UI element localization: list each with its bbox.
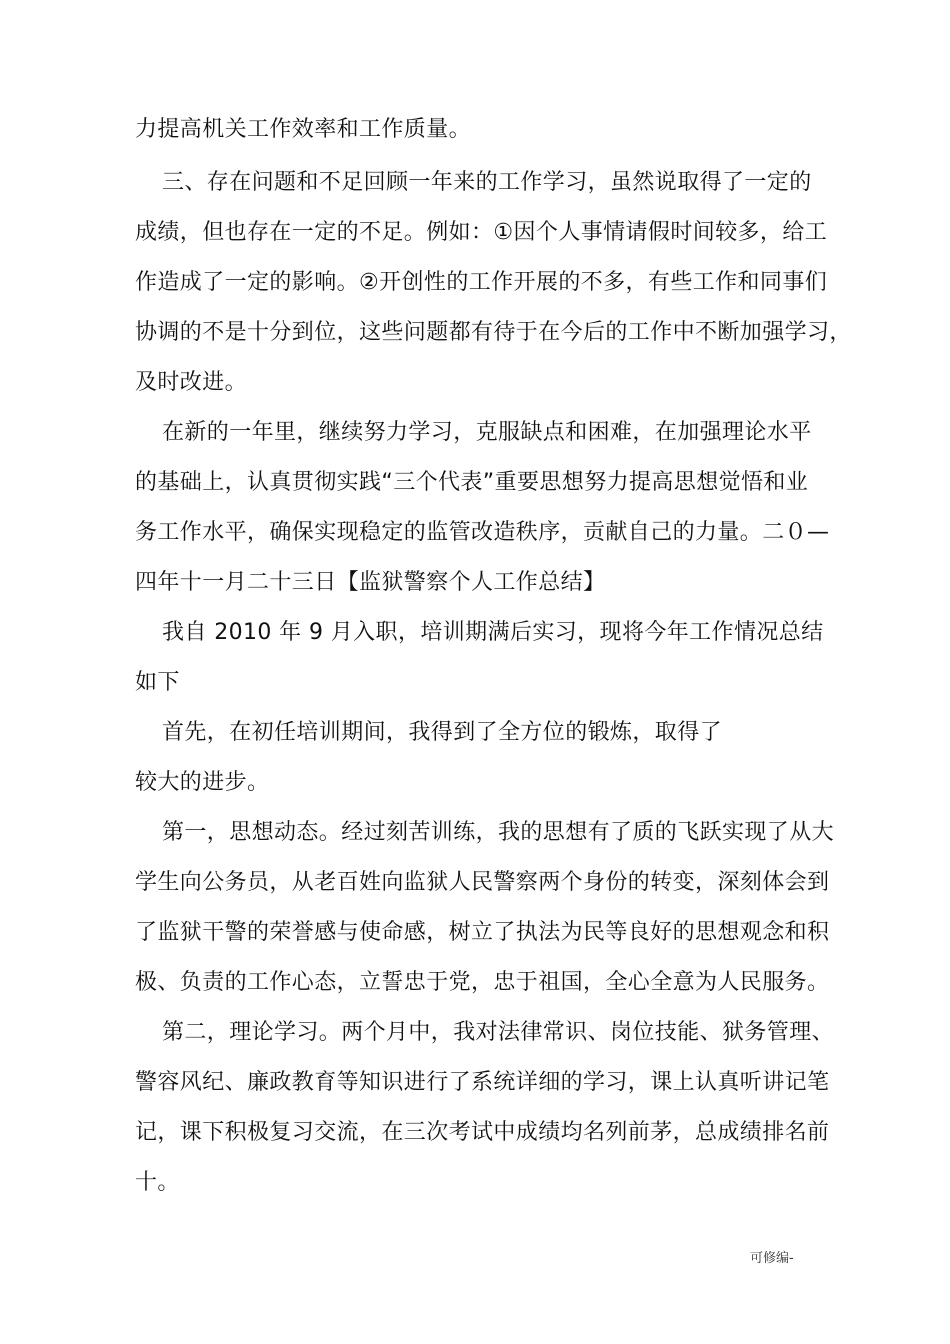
text-line: 务工作水平，确保实现稳定的监管改造秩序，贡献自己的力量。二０—: [135, 520, 830, 545]
text-line: 极、负责的工作心态，立誓忠于党，忠于祖国，全心全意为人民服务。: [135, 970, 830, 995]
text-line: 成绩，但也存在一定的不足。例如：①因个人事情请假时间较多，给工: [135, 220, 828, 245]
text-line: 作造成了一定的影响。②开创性的工作开展的不多，有些工作和同事们: [135, 270, 828, 295]
text-line: 三、存在问题和不足回顾一年来的工作学习，虽然说取得了一定的: [162, 170, 812, 195]
text-line: 十。: [135, 1170, 180, 1195]
text-line: 我自 2010 年 9 月入职，培训期满后实习，现将今年工作情况总结: [162, 620, 824, 645]
text-line: 协调的不是十分到位，这些问题都有待于在今后的工作中不断加强学习，: [135, 320, 852, 345]
text-line: 第二，理论学习。两个月中，我对法律常识、岗位技能、狱务管理、: [162, 1020, 835, 1045]
text-line: 如下: [135, 670, 180, 695]
text-line: 警容风纪、廉政教育等知识进行了系统详细的学习，课上认真听讲记笔: [135, 1070, 830, 1095]
text-line: 及时改进。: [135, 370, 248, 395]
page-footer: 可修编-: [750, 1251, 794, 1266]
text-line: 第一，思想动态。经过刻苦训练，我的思想有了质的飞跃实现了从大: [162, 820, 835, 845]
text-line: 的基础上，认真贯彻实践“三个代表”重要思想努力提高思想觉悟和业: [135, 470, 809, 495]
text-line: 力提高机关工作效率和工作质量。: [135, 117, 472, 142]
text-line: 在新的一年里，继续努力学习，克服缺点和困难，在加强理论水平: [162, 420, 812, 445]
text-line: 四年十一月二十三日【监狱警察个人工作总结】: [135, 570, 606, 595]
text-line: 学生向公务员，从老百姓向监狱人民警察两个身份的转变，深刻体会到: [135, 870, 830, 895]
text-line: 记，课下积极复习交流，在三次考试中成绩均名列前茅，总成绩排名前: [135, 1120, 830, 1145]
text-line: 首先，在初任培训期间，我得到了全方位的锻炼，取得了: [162, 720, 723, 745]
text-line: 较大的进步。: [135, 770, 270, 795]
text-line: 了监狱干警的荣誉感与使命感，树立了执法为民等良好的思想观念和积: [135, 920, 830, 945]
